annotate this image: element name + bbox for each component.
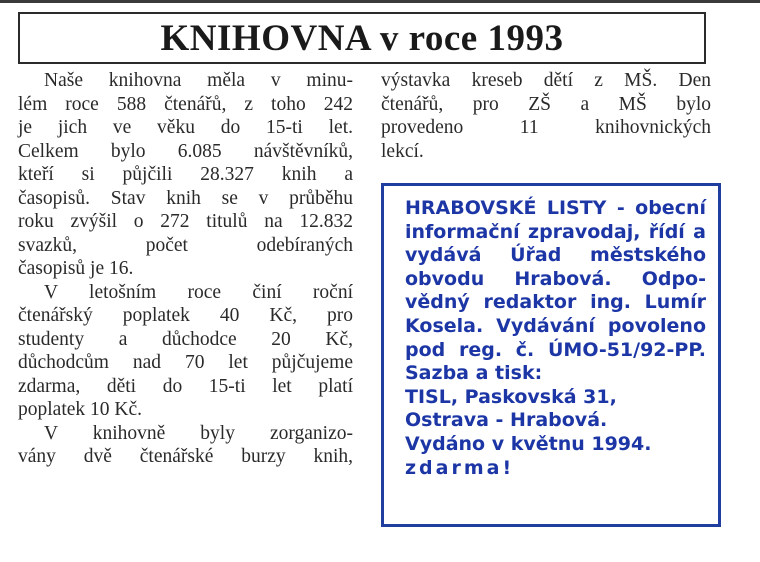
imprint-line: informační zpravodaj, řídí a (405, 220, 706, 243)
text-line: časopisů je 16. (18, 258, 134, 279)
imprint-line: TISL, Paskovská 31, (405, 385, 617, 408)
text-line: V knihovně byly zorganizo- (44, 422, 353, 444)
text-line: důchodcům nad 70 let půjčujeme (18, 352, 353, 373)
headline-box (18, 12, 706, 64)
imprint-line: vydává Úřad městského (405, 244, 706, 267)
article-paragraph-1 (18, 69, 353, 281)
article-right-column (381, 69, 711, 163)
text-line: studenty a důchodce 20 Kč, (18, 328, 353, 350)
text-line: výstavka kreseb dětí z MŠ. Den (381, 70, 711, 91)
headline: KNIHOVNA v roce 1993 (160, 17, 564, 59)
imprint-line: pod reg. č. ÚMO-51/92-PP. (405, 338, 706, 361)
text-line: Naše knihovna měla v minu- (44, 70, 353, 91)
imprint-box (381, 183, 721, 527)
article-left-column (18, 69, 353, 469)
imprint-line: obvodu Hrabová. Odpo- (405, 267, 706, 290)
imprint-line: Ostrava - Hrabová. (405, 409, 608, 432)
text-line: Celkem bylo 6.085 návštěvníků, (18, 140, 353, 162)
text-line: je jich ve věku do 15-ti let. (18, 117, 353, 138)
text-line: lém roce 588 čtenářů, z toho 242 (18, 93, 353, 115)
text-line: čtenářů, pro ZŠ a MŠ bylo (381, 93, 711, 115)
article-paragraph-3 (18, 422, 353, 469)
imprint-line: Vydáno v květnu 1994. (405, 432, 652, 455)
text-line: čtenářský poplatek 40 Kč, pro (18, 305, 353, 326)
text-line: roku zvýšil o 272 titulů na 12.832 (18, 211, 353, 232)
imprint-line: vědný redaktor ing. Lumír (405, 291, 706, 314)
text-line: zdarma, děti do 15-ti let platí (18, 375, 353, 397)
imprint-line: zdarma! (405, 456, 515, 479)
top-rule (0, 0, 760, 3)
imprint-line: Sazba a tisk: (405, 362, 543, 385)
text-line: poplatek 10 Kč. (18, 399, 143, 420)
text-line: V letošním roce činí roční (44, 281, 353, 303)
text-line: vány dvě čtenářské burzy knih, (18, 446, 353, 467)
text-line: provedeno 11 knihovnických (381, 117, 711, 138)
text-line: kteří si půjčili 28.327 knih a (18, 164, 353, 185)
imprint-line: Kosela. Vydávání povoleno (405, 314, 706, 337)
text-line: časopisů. Stav knih se v průběhu (18, 187, 353, 209)
imprint-line: HRABOVSKÉ LISTY - obecní (405, 197, 706, 219)
text-line: svazků, počet odebíraných (18, 234, 353, 256)
text-line: lekcí. (381, 140, 424, 162)
article-paragraph-2 (18, 281, 353, 422)
